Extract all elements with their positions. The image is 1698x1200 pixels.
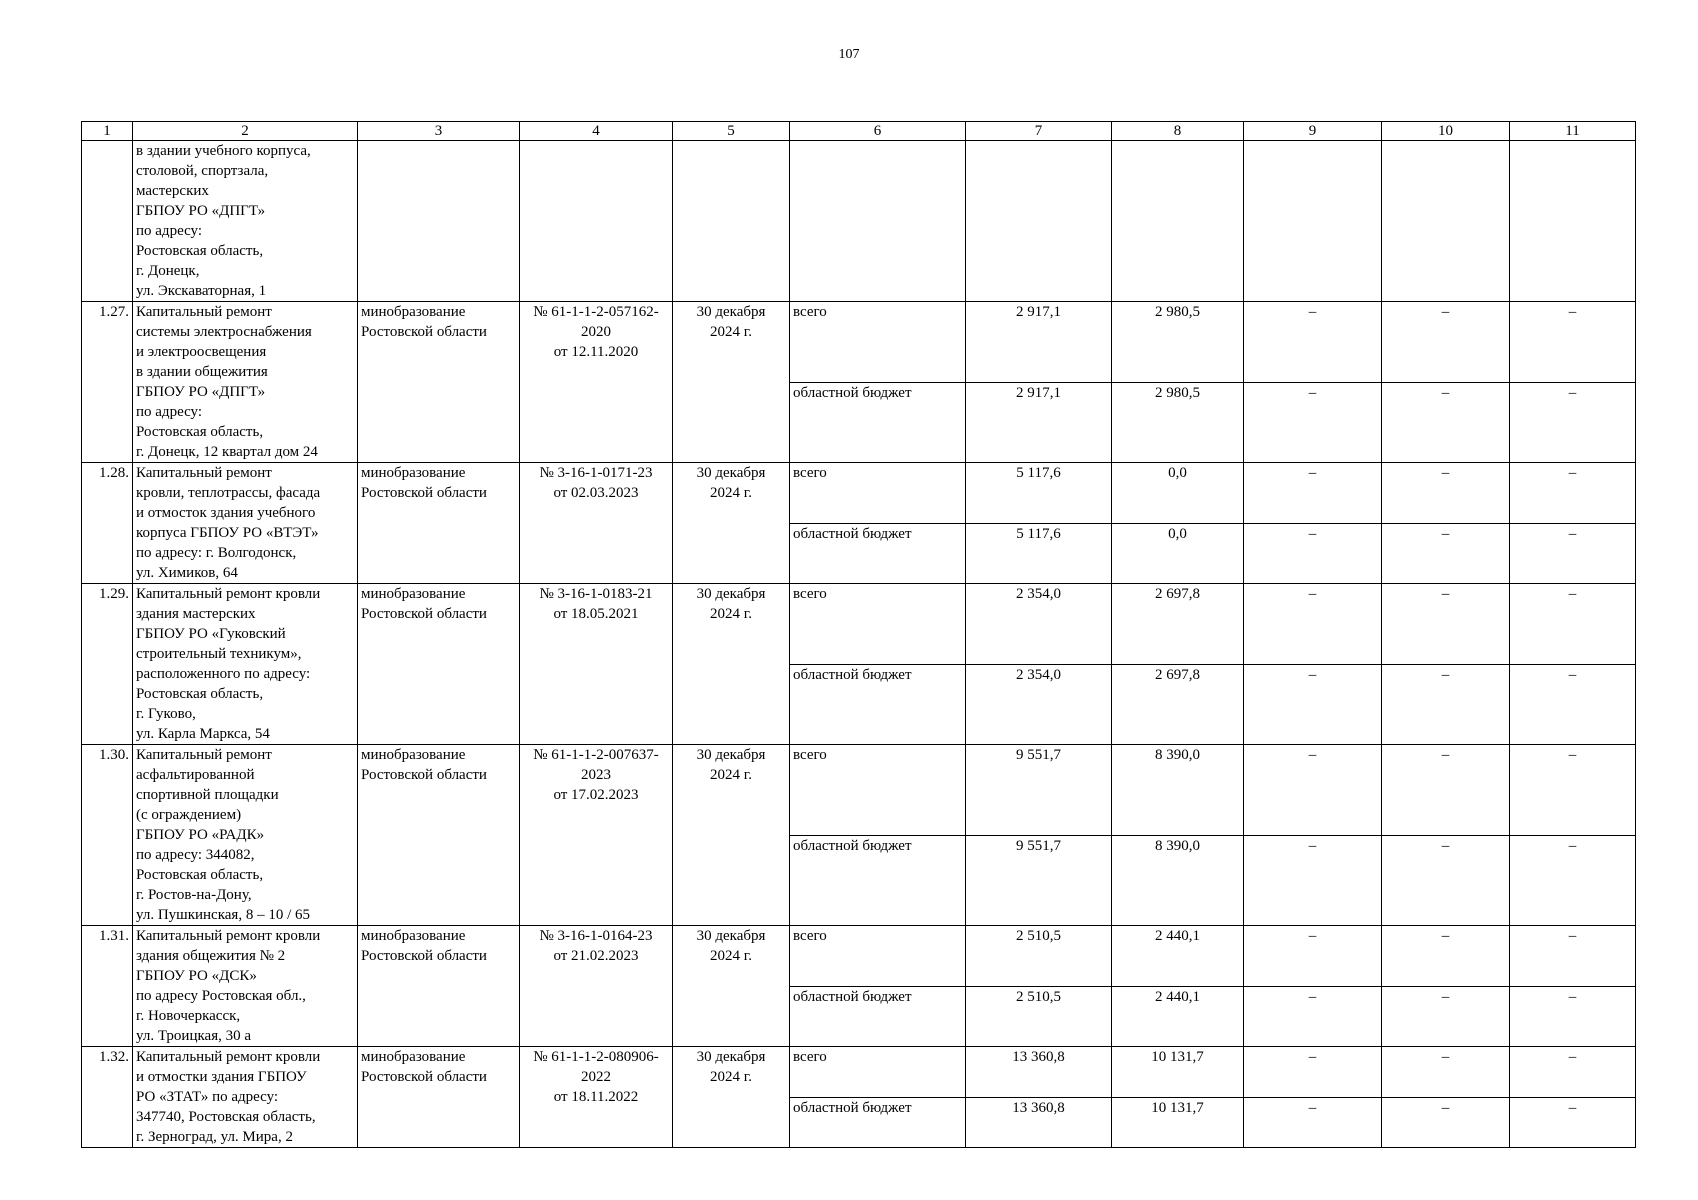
column-header: 9 [1244,122,1382,141]
col9-regional: – [1244,664,1382,745]
empty-cell [520,141,673,302]
empty-cell [966,141,1112,302]
column-header: 8 [1112,122,1244,141]
column-header: 10 [1382,122,1510,141]
funding-source-regional: областной бюджет [790,986,966,1047]
col9-total: – [1244,302,1382,383]
object-name: Капитальный ремонт асфальтированной спортивной площадки (с ограждением) ГБПОУ РО «РАДК» по адресу: 344082, Ростовская область, г. Ростов-на-Дону, ул. Пушкинская, 8 – 10 / 65 [133,745,358,926]
funding-source-total: всего [790,1047,966,1098]
expertise-document: № 61-1-1-2-007637- 2023 от 17.02.2023 [520,745,673,926]
empty-cell [1382,141,1510,302]
responsible-org: минобразование Ростовской области [358,584,520,745]
empty-cell [358,141,520,302]
col10-total: – [1382,926,1510,987]
item-number: 1.31. [82,926,133,1047]
col10-total: – [1382,1047,1510,1098]
funding-source-total: всего [790,584,966,665]
column-header: 2 [133,122,358,141]
col9-total: – [1244,1047,1382,1098]
col10-regional: – [1382,382,1510,463]
col11-regional: – [1510,382,1636,463]
expertise-document: № 3-16-1-0183-21 от 18.05.2021 [520,584,673,745]
object-name: Капитальный ремонт кровли здания общежития № 2 ГБПОУ РО «ДСК» по адресу Ростовская обл., г. Новочеркасск, ул. Троицкая, 30 а [133,926,358,1047]
column-header: 6 [790,122,966,141]
col7-regional: 2 917,1 [966,382,1112,463]
item-number-cell [82,141,133,302]
item-number: 1.30. [82,745,133,926]
col10-regional: – [1382,523,1510,584]
col8-regional: 10 131,7 [1112,1097,1244,1148]
col11-total: – [1510,302,1636,383]
col7-regional: 2 354,0 [966,664,1112,745]
empty-cell [790,141,966,302]
responsible-org: минобразование Ростовской области [358,1047,520,1148]
table-row [82,745,1636,836]
completion-date: 30 декабря 2024 г. [673,302,790,463]
col8-total: 2 440,1 [1112,926,1244,987]
column-header: 11 [1510,122,1636,141]
col11-total: – [1510,1047,1636,1098]
col8-total: 10 131,7 [1112,1047,1244,1098]
col7-regional: 5 117,6 [966,523,1112,584]
empty-cell [1112,141,1244,302]
col7-total: 2 510,5 [966,926,1112,987]
budget-table [81,121,1636,1148]
continuation-row [82,141,1636,302]
col11-regional: – [1510,1097,1636,1148]
col7-total: 13 360,8 [966,1047,1112,1098]
completion-date: 30 декабря 2024 г. [673,584,790,745]
col8-regional: 2 697,8 [1112,664,1244,745]
expertise-document: № 61-1-1-2-057162- 2020 от 12.11.2020 [520,302,673,463]
empty-cell [1510,141,1636,302]
column-header: 1 [82,122,133,141]
col10-total: – [1382,302,1510,383]
expertise-document: № 3-16-1-0164-23 от 21.02.2023 [520,926,673,1047]
table-row [82,584,1636,665]
empty-cell [1244,141,1382,302]
column-header-row [82,122,1636,141]
completion-date: 30 декабря 2024 г. [673,745,790,926]
col11-regional: – [1510,523,1636,584]
col11-total: – [1510,463,1636,524]
col11-total: – [1510,584,1636,665]
col7-regional: 13 360,8 [966,1097,1112,1148]
responsible-org: минобразование Ростовской области [358,463,520,584]
col10-total: – [1382,584,1510,665]
item-number: 1.28. [82,463,133,584]
col10-regional: – [1382,664,1510,745]
object-name: в здании учебного корпуса, столовой, спортзала, мастерских ГБПОУ РО «ДПГТ» по адресу: Ростовская область, г. Донецк, ул. Экскаваторная, 1 [133,141,358,302]
column-header: 3 [358,122,520,141]
col9-total: – [1244,584,1382,665]
col8-regional: 8 390,0 [1112,835,1244,926]
table-row [82,926,1636,987]
expertise-document: № 3-16-1-0171-23 от 02.03.2023 [520,463,673,584]
col9-total: – [1244,926,1382,987]
funding-source-regional: областной бюджет [790,523,966,584]
table-row [82,302,1636,383]
responsible-org: минобразование Ростовской области [358,302,520,463]
col11-regional: – [1510,835,1636,926]
expertise-document: № 61-1-1-2-080906- 2022 от 18.11.2022 [520,1047,673,1148]
col9-regional: – [1244,986,1382,1047]
col8-total: 8 390,0 [1112,745,1244,836]
col7-total: 2 354,0 [966,584,1112,665]
col8-regional: 0,0 [1112,523,1244,584]
funding-source-regional: областной бюджет [790,382,966,463]
completion-date: 30 декабря 2024 г. [673,1047,790,1148]
funding-source-total: всего [790,302,966,383]
col7-total: 2 917,1 [966,302,1112,383]
table-row [82,1047,1636,1098]
responsible-org: минобразование Ростовской области [358,745,520,926]
col9-regional: – [1244,1097,1382,1148]
funding-source-regional: областной бюджет [790,835,966,926]
object-name: Капитальный ремонт системы электроснабжения и электроосвещения в здании общежития ГБПОУ РО «ДПГТ» по адресу: Ростовская область, г. Донецк, 12 квартал дом 24 [133,302,358,463]
column-header: 5 [673,122,790,141]
completion-date: 30 декабря 2024 г. [673,926,790,1047]
col8-regional: 2 980,5 [1112,382,1244,463]
object-name: Капитальный ремонт кровли здания мастерских ГБПОУ РО «Гуковский строительный техникум», расположенного по адресу: Ростовская область, г. Гуково, ул. Карла Маркса, 54 [133,584,358,745]
col8-total: 0,0 [1112,463,1244,524]
funding-source-total: всего [790,926,966,987]
item-number: 1.29. [82,584,133,745]
col7-regional: 9 551,7 [966,835,1112,926]
page-number: 107 [838,47,860,62]
col7-total: 9 551,7 [966,745,1112,836]
table-row [82,463,1636,524]
funding-source-total: всего [790,463,966,524]
column-header: 4 [520,122,673,141]
object-name: Капитальный ремонт кровли, теплотрассы, фасада и отмосток здания учебного корпуса ГБПОУ РО «ВТЭТ» по адресу: г. Волгодонск, ул. Химиков, 64 [133,463,358,584]
col11-total: – [1510,745,1636,836]
responsible-org: минобразование Ростовской области [358,926,520,1047]
col8-total: 2 980,5 [1112,302,1244,383]
col11-regional: – [1510,664,1636,745]
column-header: 7 [966,122,1112,141]
funding-source-regional: областной бюджет [790,1097,966,1148]
object-name: Капитальный ремонт кровли и отмостки здания ГБПОУ РО «ЗТАТ» по адресу: 347740, Ростовская область, г. Зерноград, ул. Мира, 2 [133,1047,358,1148]
col8-total: 2 697,8 [1112,584,1244,665]
completion-date: 30 декабря 2024 г. [673,463,790,584]
col9-regional: – [1244,382,1382,463]
col9-total: – [1244,745,1382,836]
col9-regional: – [1244,835,1382,926]
item-number: 1.27. [82,302,133,463]
funding-source-regional: областной бюджет [790,664,966,745]
col11-total: – [1510,926,1636,987]
col7-regional: 2 510,5 [966,986,1112,1047]
col10-regional: – [1382,835,1510,926]
col8-regional: 2 440,1 [1112,986,1244,1047]
col10-regional: – [1382,986,1510,1047]
col9-regional: – [1244,523,1382,584]
col9-total: – [1244,463,1382,524]
col10-total: – [1382,463,1510,524]
item-number: 1.32. [82,1047,133,1148]
empty-cell [673,141,790,302]
col10-total: – [1382,745,1510,836]
funding-source-total: всего [790,745,966,836]
col10-regional: – [1382,1097,1510,1148]
col7-total: 5 117,6 [966,463,1112,524]
col11-regional: – [1510,986,1636,1047]
